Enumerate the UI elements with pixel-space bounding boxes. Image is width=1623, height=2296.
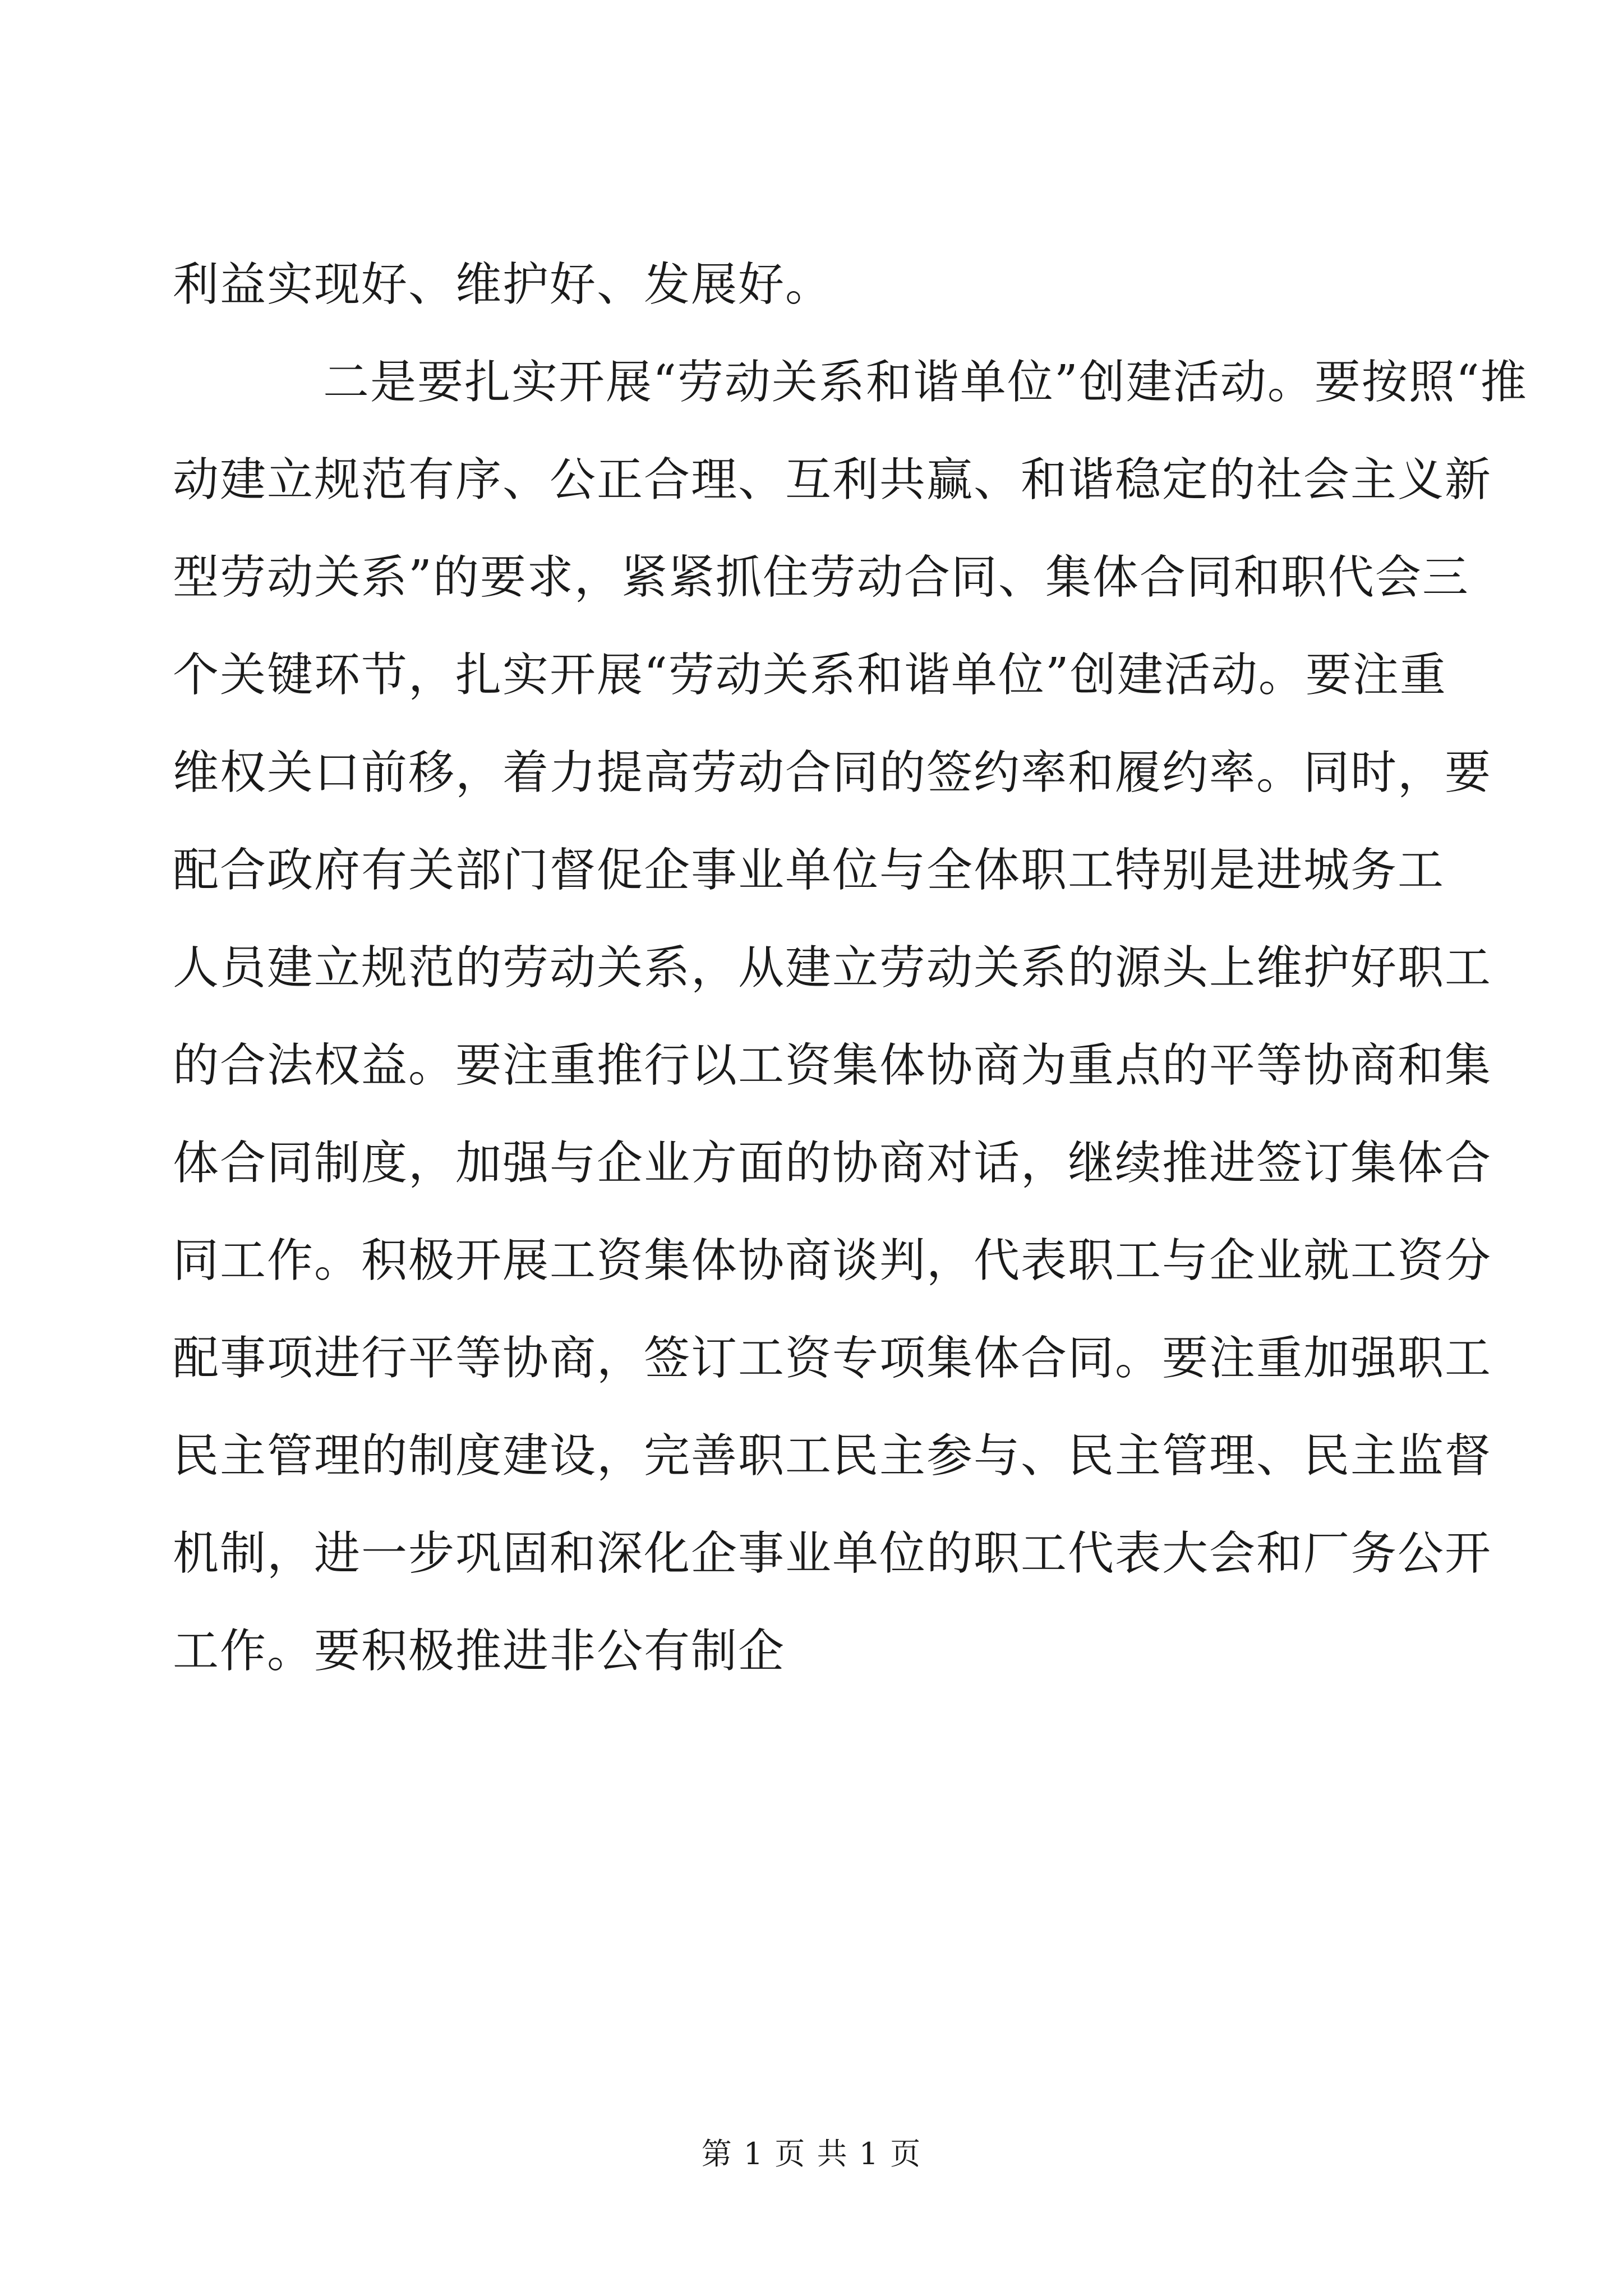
text-line: 人员建立规范的劳动关系，从建立劳动关系的源头上维护好职工 xyxy=(173,941,1492,995)
text-line: 民主管理的制度建设，完善职工民主参与、民主管理、民主监督 xyxy=(173,1429,1492,1483)
body-text xyxy=(173,257,1528,1721)
text-line: 个关键环节，扎实开展“劳动关系和谐单位”创建活动。要注重 xyxy=(173,648,1447,702)
text-line: 配事项进行平等协商，签订工资专项集体合同。要注重加强职工 xyxy=(173,1332,1492,1385)
text-line: 型劳动关系”的要求，紧紧抓住劳动合同、集体合同和职代会三 xyxy=(173,551,1469,604)
page-footer: 第 1 页 共 1 页 xyxy=(701,2136,922,2171)
text-line: 同工作。积极开展工资集体协商谈判，代表职工与企业就工资分 xyxy=(173,1234,1492,1287)
text-line: 维权关口前移，着力提高劳动合同的签约率和履约率。同时，要 xyxy=(173,746,1492,799)
paragraph-first-line: 二是要扎实开展“劳动关系和谐单位”创建活动。要按照“推 xyxy=(323,356,1528,409)
text-line: 配合政府有关部门督促企事业单位与全体职工特别是进城务工 xyxy=(173,844,1445,897)
text-line: 工作。要积极推进非公有制企 xyxy=(173,1625,786,1678)
text-line: 体合同制度，加强与企业方面的协商对话，继续推进签订集体合 xyxy=(173,1137,1492,1190)
text-line: 的合法权益。要注重推行以工资集体协商为重点的平等协商和集 xyxy=(173,1039,1492,1092)
text-line: 利益实现好、维护好、发展好。 xyxy=(173,258,833,311)
text-line: 机制，进一步巩固和深化企事业单位的职工代表大会和厂务公开 xyxy=(173,1527,1492,1580)
text-line: 动建立规范有序、公正合理、互利共赢、和谐稳定的社会主义新 xyxy=(173,453,1492,507)
